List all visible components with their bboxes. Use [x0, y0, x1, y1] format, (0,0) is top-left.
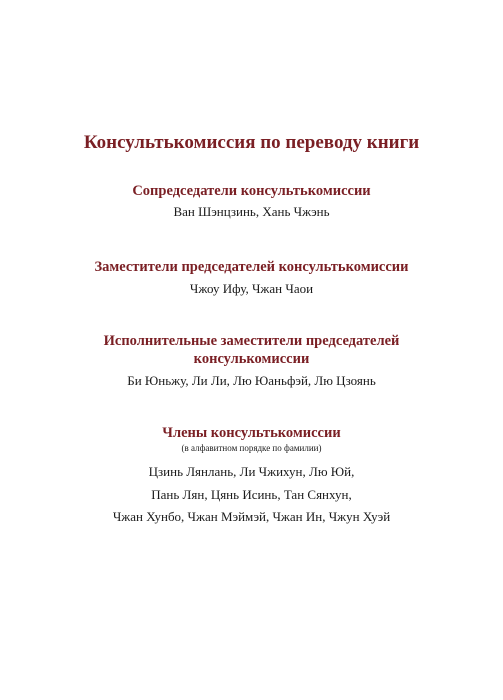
members-line: Пань Лян, Цянь Исинь, Тан Сянхун, — [151, 487, 352, 502]
co-chairs-names: Ван Шэнцзинь, Хань Чжэнь — [173, 204, 330, 219]
co-chairs-heading: Сопредседатели консультькомиссии — [132, 183, 371, 199]
members-heading: Члены консультькомиссии — [162, 425, 341, 441]
members-line: Чжан Хунбо, Чжан Мэймэй, Чжан Ин, Чжун Хуэй — [112, 509, 391, 524]
deputy-chairs-names: Чжоу Ифу, Чжан Чаои — [189, 281, 314, 296]
executive-deputies-heading-line2: консулькомиссии — [193, 351, 310, 367]
members-line: Цзинь Лянлань, Ли Чжихун, Лю Юй, — [148, 464, 355, 479]
page-title: Консультькомиссия по переводу книги — [83, 132, 420, 153]
executive-deputies-heading-line1: Исполнительные заместители председателей — [103, 333, 400, 349]
deputy-chairs-heading: Заместители председателей консультькомиссии — [94, 259, 409, 275]
executive-deputies-names: Би Юньжу, Ли Ли, Лю Юаньфэй, Лю Цзоянь — [127, 373, 376, 388]
members-order-note: (в алфавитном порядке по фамилии) — [181, 443, 322, 453]
